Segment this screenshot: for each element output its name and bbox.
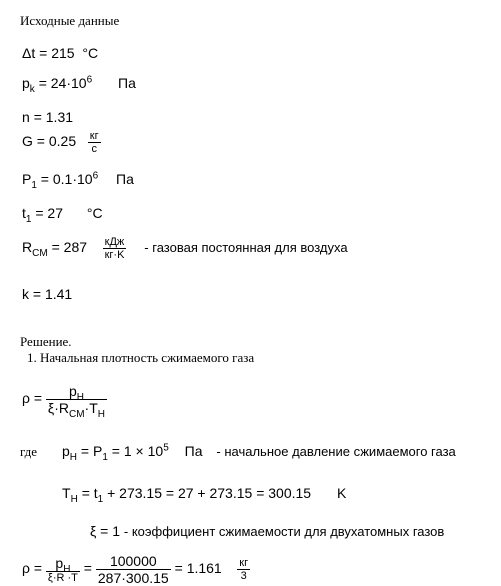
where-label: где — [20, 444, 38, 459]
heading-initial-data: Исходные данные — [20, 13, 120, 28]
ph-definition: $p_H = P_1 = 1 \times 10^5$ Па - начальное давление сжимаемого газа — [62, 442, 456, 463]
given-p1: $P_1 = 0.1\cdot 10^6$ Па — [22, 170, 134, 191]
given-g: G = 0.25 $\frac{кг}{с}$ — [22, 130, 99, 155]
given-r-cm: $R_{CM} = 287$ $\frac{\text{кДж}}{кг\cdot K}$ - газовая постоянная для воздуха — [22, 236, 348, 261]
given-pk: $p_k = 24\cdot 10^6$ Па — [22, 74, 136, 95]
given-dt: Δt = 215 °C — [22, 45, 99, 61]
xi-definition: ξ = 1 - коэффициент сжимаемости для двухатомных газов — [90, 523, 445, 539]
given-n: n = 1.31 — [22, 109, 74, 125]
solution-label: Решение. — [20, 334, 72, 349]
rho-calculation: ρ = $\frac{p_H}{\xi\cdot R \cdot T}$ = $\frac{100000}{287\cdot 300.15}$ = 1.161 $\frac{кг}{3}$ — [22, 553, 249, 586]
given-t1: $t_1 = 27$ °C — [22, 205, 103, 225]
given-k: k = 1.41 — [22, 286, 73, 302]
solution-step1: 1. Начальная плотность сжимаемого газа — [27, 350, 255, 365]
rho-formula: ρ = $\frac{p_H}{\xi\cdot R_{CM}\cdot T_H}$ — [22, 383, 105, 420]
th-definition: $T_H = t_1 + 273.15 = 27 + 273.15 = 300.15$ K — [62, 485, 347, 505]
